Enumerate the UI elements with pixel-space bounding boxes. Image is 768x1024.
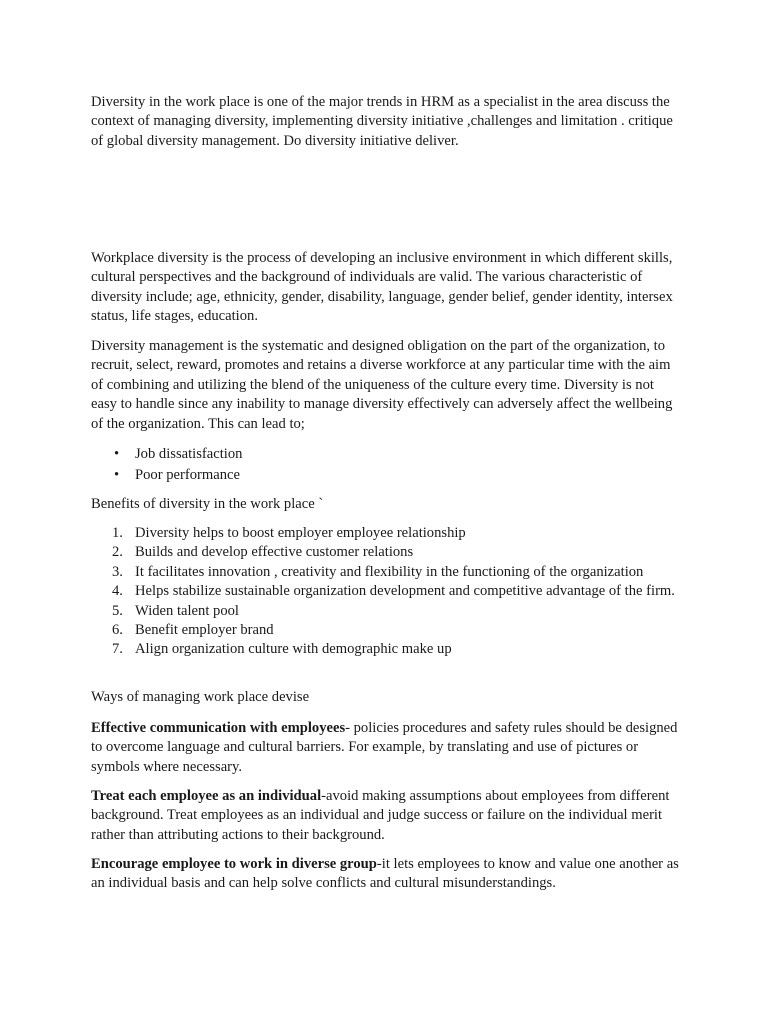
effective-communication-paragraph bbox=[91, 719, 681, 777]
list-item bbox=[91, 563, 681, 582]
list-number: 3. bbox=[112, 563, 123, 580]
list-number: 5. bbox=[112, 602, 123, 619]
paragraph-text: -avoid making assumptions about employees from different background. Treat employees as an individual and judge success or failure on the individual merit rather than attributing actions to their background. bbox=[91, 788, 670, 843]
paragraph-lead: Treat each employee as an individual bbox=[91, 788, 322, 804]
list-item bbox=[91, 524, 681, 543]
list-item bbox=[91, 640, 681, 659]
paragraph-lead: Encourage employee to work in diverse group bbox=[91, 856, 377, 872]
bullet-icon: • bbox=[114, 467, 120, 483]
list-item bbox=[91, 621, 681, 640]
list-item-text: It facilitates innovation , creativity and flexibility in the functioning of the organization bbox=[135, 563, 644, 580]
list-number: 6. bbox=[112, 622, 123, 639]
list-number: 1. bbox=[112, 525, 123, 541]
benefits-list bbox=[91, 524, 681, 660]
management-paragraph: Diversity management is the systematic and designed obligation on the part of the organization, to recruit, select, reward, promotes and retains a diverse workforce at any particular time with the aim of combining and utilizing the blend of the uniqueness of the culture every time. Diversity is not easy to handle since any inability to manage diversity effectively can adversely affect the wellbeing of the organization. This can lead to; bbox=[91, 338, 673, 432]
list-item-text: Job dissatisfaction bbox=[135, 446, 243, 462]
ways-heading: Ways of managing work place devise bbox=[91, 689, 310, 705]
list-item-text: Align organization culture with demographic make up bbox=[135, 641, 452, 658]
list-item-text: Benefit employer brand bbox=[135, 622, 274, 639]
benefits-heading: Benefits of diversity in the work place ` bbox=[91, 496, 324, 512]
list-item-text: Helps stabilize sustainable organization development and competitive advantage of the firm. bbox=[135, 583, 675, 600]
paragraph-text: -it lets employees to know and value one another as an individual basis and can help solve conflicts and cultural misunderstandings. bbox=[91, 856, 679, 892]
bullet-list bbox=[91, 445, 681, 487]
list-item bbox=[91, 543, 681, 562]
intro-paragraph: Workplace diversity is the process of developing an inclusive environment in which different skills, cultural perspectives and the background of individuals are valid. The various characteristic of diversity include; age, ethnicity, gender, disability, language, gender belief, gender identity, intersex status, life stages, education. bbox=[91, 250, 673, 325]
treat-individual-paragraph bbox=[91, 787, 681, 845]
bullet-icon: • bbox=[114, 446, 120, 462]
list-item-text: Widen talent pool bbox=[135, 602, 239, 619]
paragraph-lead: Effective communication with employees bbox=[91, 720, 346, 736]
list-item bbox=[91, 582, 681, 601]
list-item bbox=[91, 466, 681, 487]
paragraph-text: - policies procedures and safety rules should be designed to overcome language and cultural barriers. For example, by translating and use of pictures or symbols where necessary. bbox=[91, 720, 678, 775]
list-item-text: Poor performance bbox=[135, 467, 240, 483]
list-item-text: Diversity helps to boost employer employee relationship bbox=[135, 525, 466, 541]
list-item bbox=[91, 445, 681, 466]
list-number: 4. bbox=[112, 583, 123, 600]
list-number: 7. bbox=[112, 641, 123, 658]
list-item bbox=[91, 602, 681, 621]
question-paragraph: Diversity in the work place is one of the major trends in HRM as a specialist in the area discuss the context of managing diversity, implementing diversity initiative ,challenges and limitation . critique of global diversity management. Do diversity initiative deliver. bbox=[91, 94, 673, 149]
list-item-text: Builds and develop effective customer relations bbox=[135, 544, 414, 561]
diverse-group-paragraph bbox=[91, 855, 681, 894]
list-number: 2. bbox=[112, 544, 123, 561]
